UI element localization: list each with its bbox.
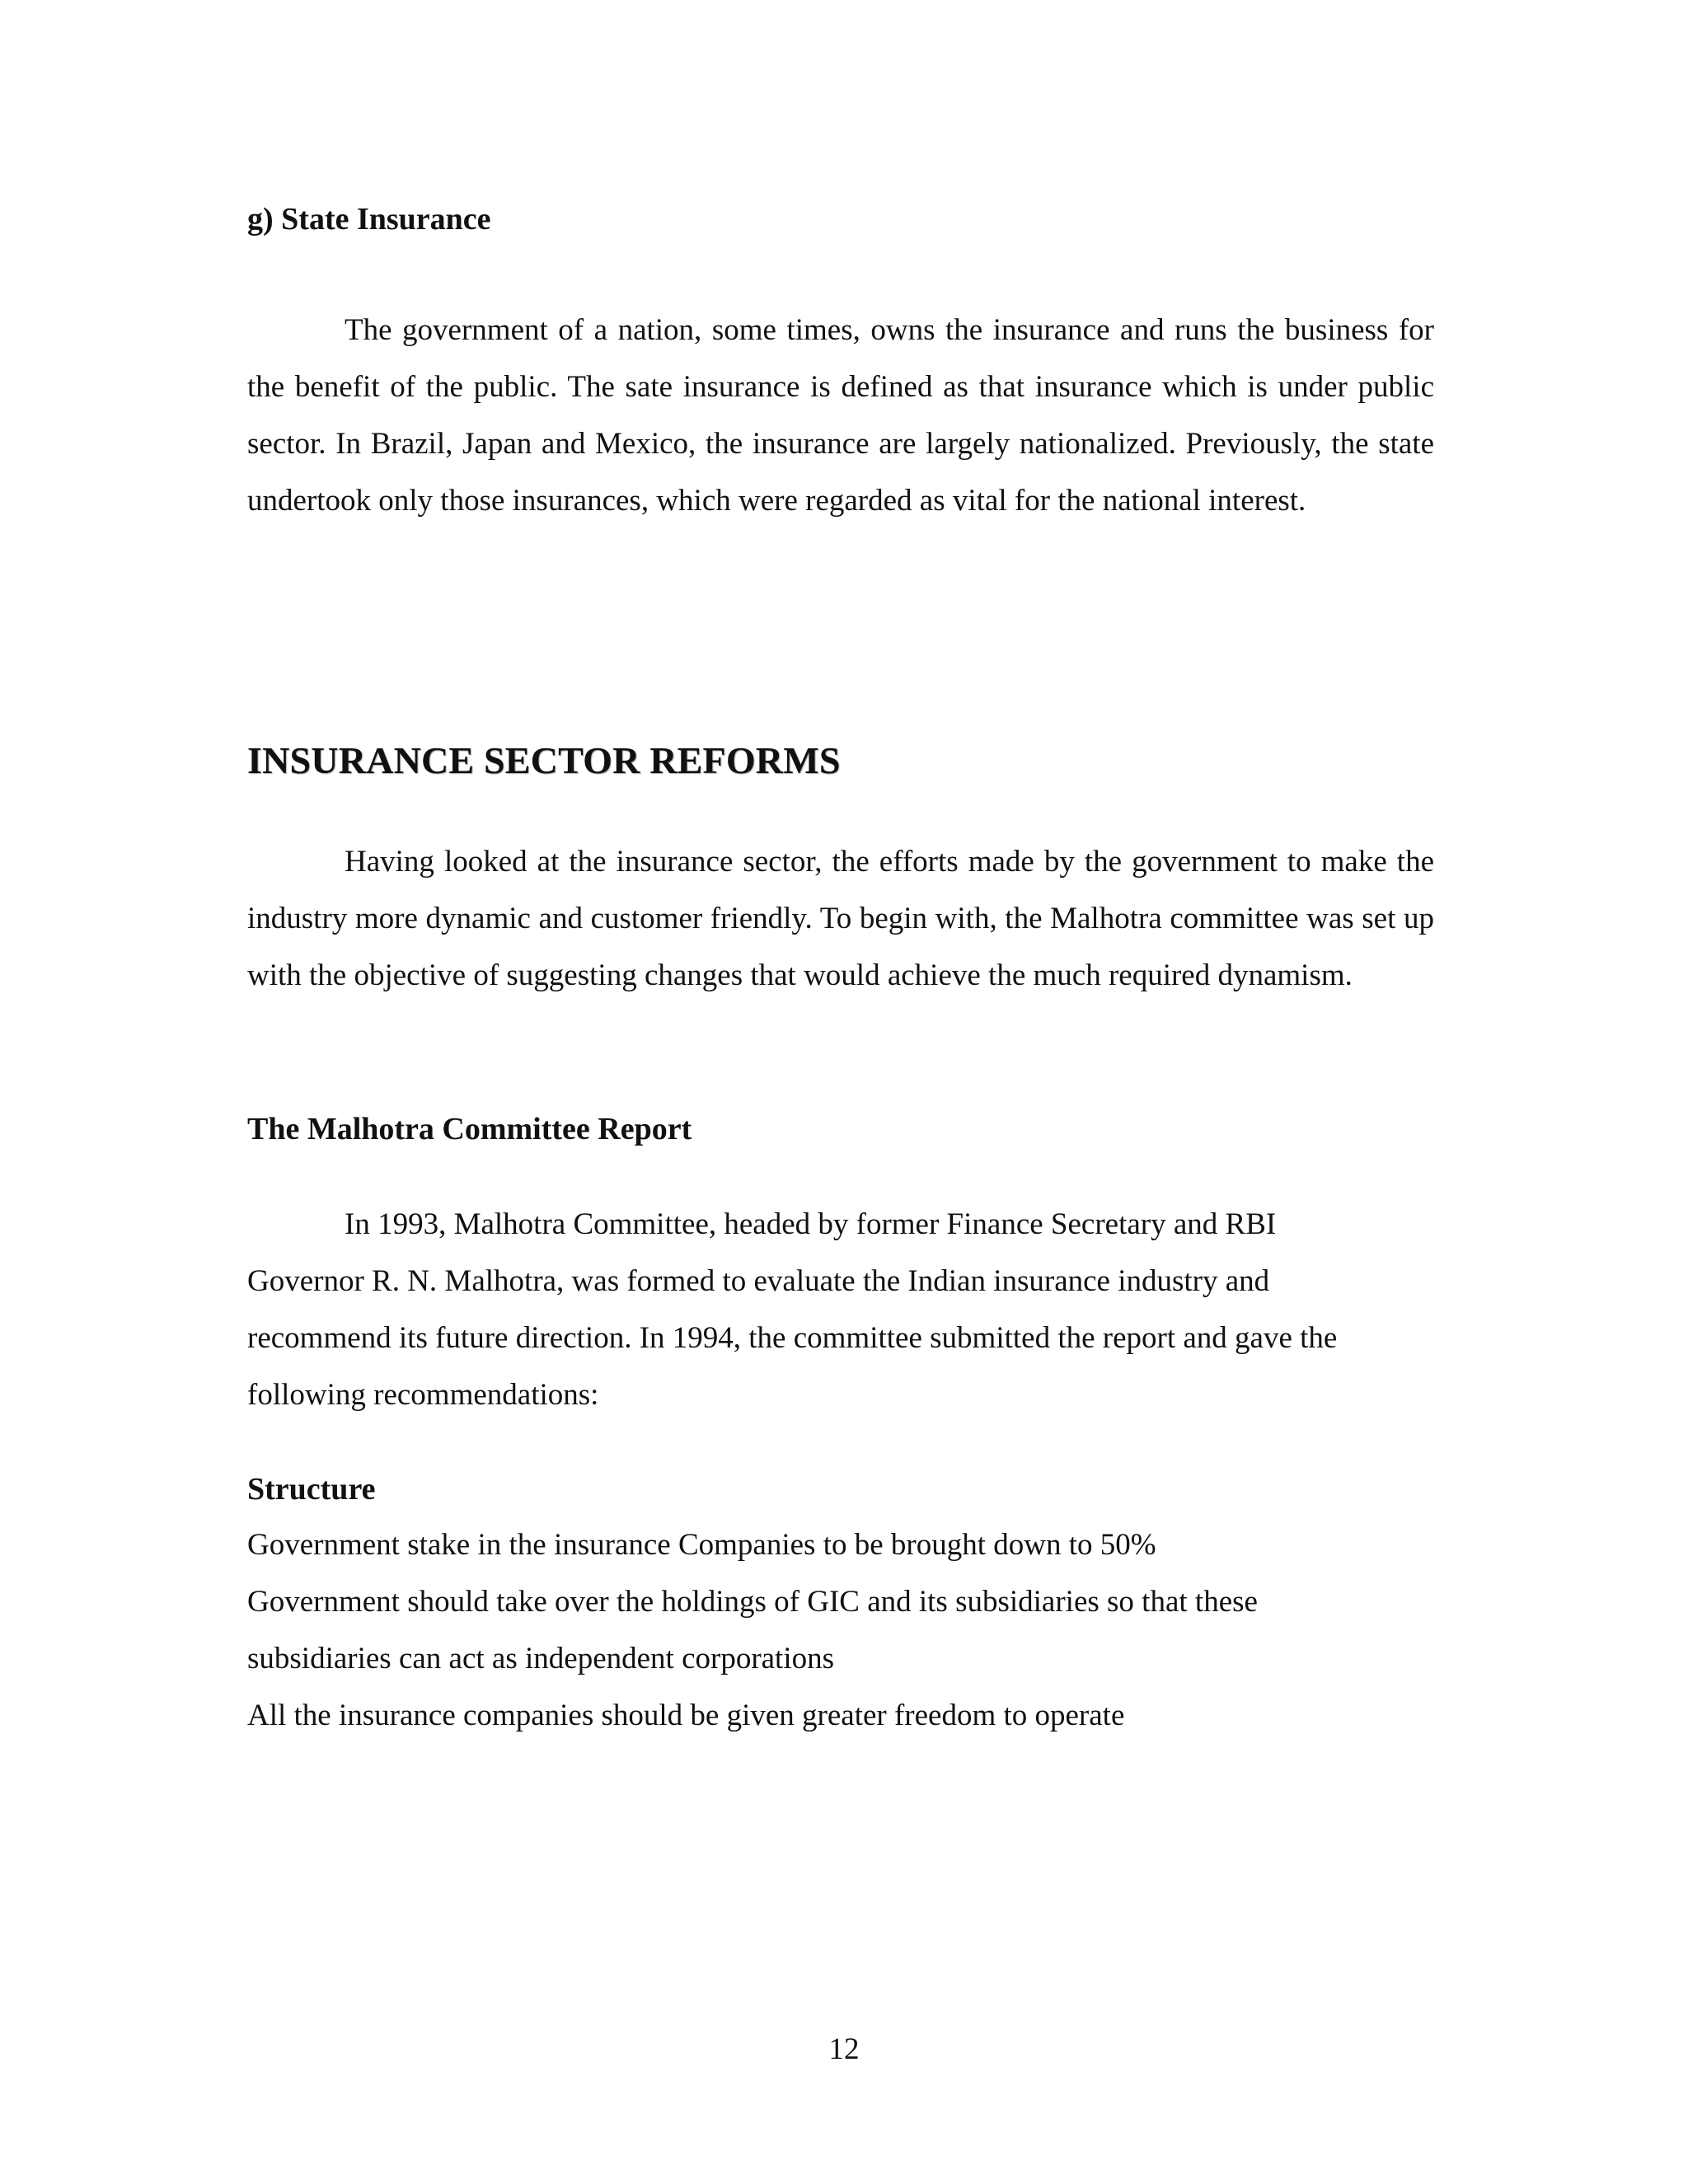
structure-line-2: Government should take over the holdings of GIC and its subsidiaries so that these bbox=[247, 1585, 1258, 1619]
structure-line-4: All the insurance companies should be given greater freedom to operate bbox=[247, 1699, 1125, 1732]
malhotra-line-1: In 1993, Malhotra Committee, headed by former Finance Secretary and RBI bbox=[345, 1207, 1277, 1241]
state-insurance-paragraph: The government of a nation, some times, owns the insurance and runs the business for the benefit of the public. The sate insurance is defined as that insurance which is under public sector. In Brazil, Japan and Mexico, the insurance are largely nationalized. Previously, the state undertook only those insurances, which were regarded as vital for the national interest. bbox=[247, 313, 1434, 518]
page-number: 12 bbox=[828, 2032, 860, 2066]
reforms-heading: INSURANCE SECTOR REFORMS bbox=[247, 739, 841, 781]
state-insurance-heading: g) State Insurance bbox=[247, 202, 491, 237]
reforms-paragraph: Having looked at the insurance sector, the efforts made by the government to make the industry more dynamic and customer friendly. To begin with, the Malhotra committee was set up with the objective of suggesting changes that would achieve the much required dynamism. bbox=[247, 845, 1434, 992]
malhotra-line-3: recommend its future direction. In 1994, the committee submitted the report and gave the bbox=[247, 1321, 1338, 1355]
structure-line-3: subsidiaries can act as independent corporations bbox=[247, 1642, 835, 1675]
malhotra-line-4: following recommendations: bbox=[247, 1378, 599, 1412]
malhotra-heading: The Malhotra Committee Report bbox=[247, 1112, 692, 1146]
malhotra-line-2: Governor R. N. Malhotra, was formed to evaluate the Indian insurance industry and bbox=[247, 1264, 1270, 1298]
structure-heading: Structure bbox=[247, 1472, 376, 1507]
structure-line-1: Government stake in the insurance Companies to be brought down to 50% bbox=[247, 1528, 1156, 1562]
